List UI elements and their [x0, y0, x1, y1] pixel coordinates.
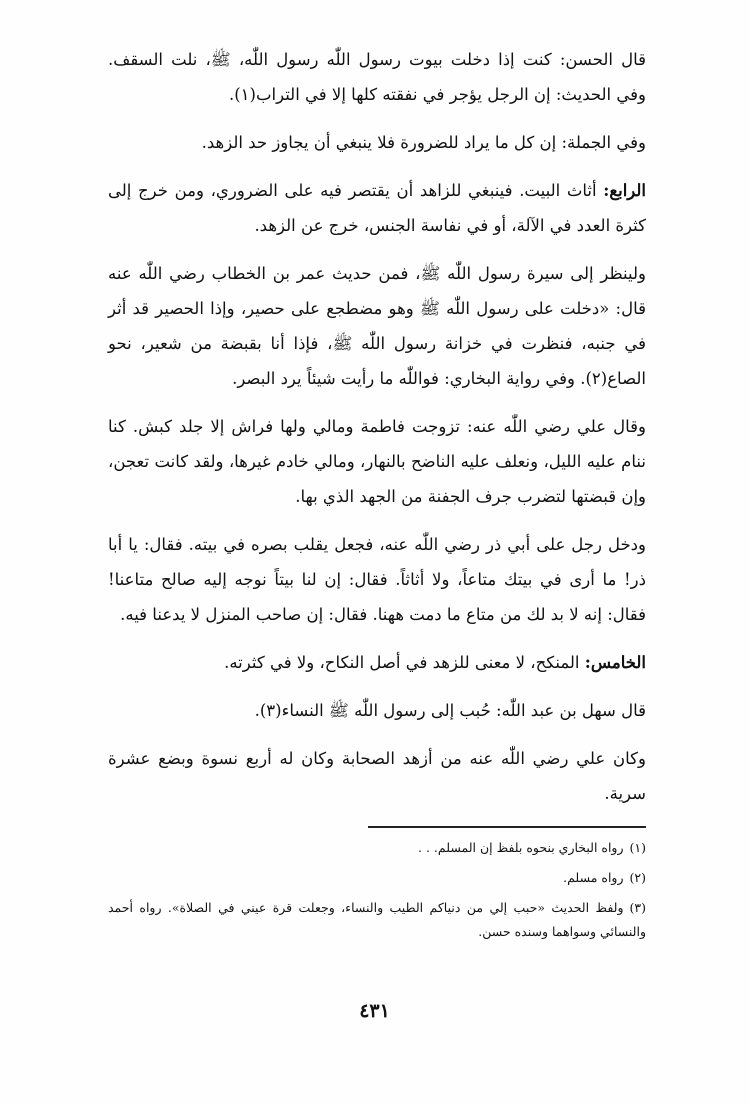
section-label-fifth: الخامس: — [584, 653, 646, 672]
footnotes — [108, 836, 646, 950]
paragraph-ali-companions: وكان علي رضي اللّٰه عنه من أزهد الصحابة وكان له أربع نسوة وبضع عشرة سرية. — [108, 749, 646, 803]
paragraph-fifth-marriage: الخامس: المنكح، لا معنى للزهد في أصل النكاح، ولا في كثرته. — [224, 653, 646, 672]
page-number: ٤٣١ — [359, 1000, 390, 1022]
paragraph-hasan-quote: قال الحسن: كنت إذا دخلت بيوت رسول اللّٰه رسول اللّٰه، ﷺ، نلت السقف. وفي الحديث: إن الرجل يؤجر في نفقته كلها إلا في التراب(١). — [108, 50, 646, 104]
footnote-1: (١)رواه البخاري بنحوه بلفظ إن المسلم. . . — [418, 840, 646, 855]
main-text — [108, 42, 646, 824]
paragraph-summary: وفي الجملة: إن كل ما يراد للضرورة فلا ينبغي أن يجاوز حد الزهد. — [201, 133, 646, 152]
footnote-3: (٣)ولفظ الحديث «حبب إلي من دنياكم الطيب والنساء، وجعلت قرة عيني في الصلاة». رواه أحمد والنسائي وسواهما وسنده حسن. — [108, 900, 646, 939]
paragraph-abu-dharr: ودخل رجل على أبي ذر رضي اللّٰه عنه، فجعل يقلب بصره في بيته. فقال: يا أبا ذر! ما أرى في بيتك متاعاً، ولا أثاثاً. فقال: إن لنا بيتاً نوجه إليه صالح متاعنا! فقال: إنه لا بد لك من متاع ما دمت ههنا. فقال: إن صاحب المنزل لا يدعنا فيه. — [108, 535, 646, 624]
paragraph-sahl-quote: قال سهل بن عبد اللّٰه: حُبب إلى رسول اللّٰه ﷺ النساء(٣). — [254, 701, 646, 720]
section-label-fourth: الرابع: — [603, 181, 646, 200]
paragraph-ali-fatima: وقال علي رضي اللّٰه عنه: تزوجت فاطمة ومالي ولها فراش إلا جلد كبش. كنا ننام عليه الليل، ونعلف عليه الناضح بالنهار، ومالي خادم غيرها، ولقد كانت تعجن، وإن قبضتها لتضرب جرف الجفنة من الجهد الذي بها. — [108, 417, 646, 506]
paragraph-fourth-furniture: الرابع: أثاث البيت. فينبغي للزاهد أن يقتصر فيه على الضروري، ومن خرج إلى كثرة العدد في الآلة، أو في نفاسة الجنس، خرج عن الزهد. — [108, 181, 646, 235]
footnote-separator — [368, 826, 646, 828]
paragraph-umar-hadith: ولينظر إلى سيرة رسول اللّٰه ﷺ، فمن حديث عمر بن الخطاب رضي اللّٰه عنه قال: «دخلت على رسول اللّٰه ﷺ وهو مضطجع على حصير، وإذا الحصير قد أثر في جنبه، فنظرت في خزانة رسول اللّٰه ﷺ، فإذا أنا بقبضة من شعير، نحو الصاع(٢). وفي رواية البخاري: فواللّٰه ما رأيت شيئاً يرد البصر. — [108, 264, 646, 388]
footnote-2: (٢)رواه مسلم. — [563, 870, 646, 885]
